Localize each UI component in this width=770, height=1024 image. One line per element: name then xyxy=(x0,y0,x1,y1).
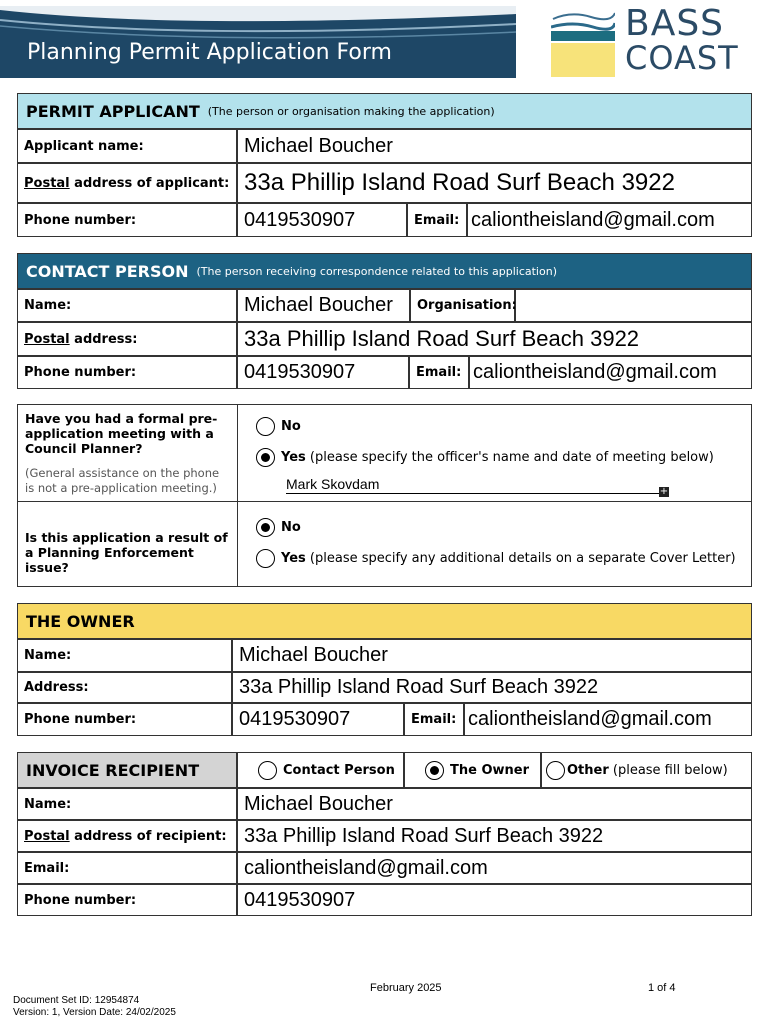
owner-email-field[interactable]: caliontheisland@gmail.com xyxy=(464,703,752,736)
enforcement-no-label: No xyxy=(281,520,301,535)
footer-version: Version: 1, Version Date: 24/02/2025 xyxy=(13,1007,176,1018)
logo-mark-icon xyxy=(551,5,615,77)
invoice-opt-contact-cell[interactable] xyxy=(237,752,404,788)
enforcement-yes-option[interactable] xyxy=(256,549,736,568)
invoice-name-label: Name: xyxy=(17,788,237,820)
contact-name-field[interactable]: Michael Boucher xyxy=(237,289,410,322)
applicant-name-field[interactable]: Michael Boucher xyxy=(237,129,752,163)
invoice-opt-owner-cell[interactable] xyxy=(404,752,541,788)
applicant-postal-label: Postal address of applicant: xyxy=(17,163,237,203)
invoice-postal-field[interactable]: 33a Phillip Island Road Surf Beach 3922 xyxy=(237,820,752,852)
form-title: Planning Permit Application Form xyxy=(27,40,392,65)
contact-email-label: Email: xyxy=(409,356,469,389)
applicant-email-label: Email: xyxy=(407,203,467,237)
invoice-owner-radio[interactable] xyxy=(425,761,444,780)
owner-header xyxy=(17,603,752,639)
invoice-name-field[interactable]: Michael Boucher xyxy=(237,788,752,820)
applicant-phone-field[interactable]: 0419530907 xyxy=(237,203,407,237)
enforcement-yes-label: Yes (please specify any additional details on a separate Cover Letter) xyxy=(281,551,736,566)
contact-person-heading-note: (The person receiving correspondence related to this application) xyxy=(196,264,557,278)
owner-name-label: Name: xyxy=(17,639,232,672)
footer-date: February 2025 xyxy=(370,982,442,994)
invoice-other-option[interactable] xyxy=(546,761,728,780)
owner-name-field[interactable]: Michael Boucher xyxy=(232,639,752,672)
invoice-email-label: Email: xyxy=(17,852,237,884)
premeeting-no-radio[interactable] xyxy=(256,417,275,436)
logo-text-bass: BASS xyxy=(625,3,725,44)
premeeting-note: (General assistance on the phone is not a pre-application meeting.) xyxy=(25,466,220,495)
applicant-name-label: Applicant name: xyxy=(17,129,237,163)
questions-divider-vertical xyxy=(237,404,238,587)
owner-address-field[interactable]: 33a Phillip Island Road Surf Beach 3922 xyxy=(232,672,752,703)
owner-heading: THE OWNER xyxy=(26,611,135,631)
footer-page-number: 1 of 4 xyxy=(648,982,676,994)
contact-postal-label: Postal address: xyxy=(17,322,237,356)
applicant-postal-field[interactable]: 33a Phillip Island Road Surf Beach 3922 xyxy=(237,163,752,203)
invoice-opt-other-cell[interactable] xyxy=(541,752,752,788)
contact-postal-field[interactable]: 33a Phillip Island Road Surf Beach 3922 xyxy=(237,322,752,356)
owner-address-label: Address: xyxy=(17,672,232,703)
premeeting-yes-option[interactable] xyxy=(256,448,714,467)
applicant-email-field[interactable]: caliontheisland@gmail.com xyxy=(467,203,752,237)
premeeting-yes-radio[interactable] xyxy=(256,448,275,467)
invoice-contact-radio[interactable] xyxy=(258,761,277,780)
enforcement-no-radio[interactable] xyxy=(256,518,275,537)
contact-phone-label: Phone number: xyxy=(17,356,237,389)
contact-person-heading: CONTACT PERSON xyxy=(26,261,189,281)
enforcement-no-option[interactable] xyxy=(256,518,301,537)
owner-phone-label: Phone number: xyxy=(17,703,232,736)
officer-name-field[interactable]: Mark Skovdam xyxy=(286,476,660,494)
contact-phone-field[interactable]: 0419530907 xyxy=(237,356,409,389)
add-field-icon[interactable]: + xyxy=(659,486,669,497)
permit-applicant-header xyxy=(17,93,752,129)
owner-phone-field[interactable]: 0419530907 xyxy=(232,703,404,736)
invoice-contact-label: Contact Person xyxy=(283,762,395,778)
enforcement-question: Is this application a result of a Planning Enforcement issue? xyxy=(25,530,228,575)
owner-email-label: Email: xyxy=(404,703,464,736)
permit-applicant-heading: PERMIT APPLICANT xyxy=(26,101,200,121)
applicant-phone-label: Phone number: xyxy=(17,203,237,237)
premeeting-no-label: No xyxy=(281,419,301,434)
invoice-heading: INVOICE RECIPIENT xyxy=(26,760,200,780)
contact-org-label: Organisation: xyxy=(410,289,515,322)
premeeting-yes-label: Yes (please specify the officer's name and date of meeting below) xyxy=(281,450,714,465)
contact-org-field[interactable] xyxy=(515,289,752,322)
contact-email-field[interactable]: caliontheisland@gmail.com xyxy=(469,356,752,389)
enforcement-yes-radio[interactable] xyxy=(256,549,275,568)
logo-text-coast: COAST xyxy=(625,39,739,77)
questions-divider-horizontal xyxy=(17,501,752,502)
bass-coast-logo xyxy=(551,5,741,79)
contact-person-header xyxy=(17,253,752,289)
invoice-other-label: Other (please fill below) xyxy=(567,762,728,778)
title-banner xyxy=(0,6,516,78)
invoice-contact-option[interactable] xyxy=(258,761,395,780)
premeeting-no-option[interactable] xyxy=(256,417,301,436)
invoice-email-field[interactable]: caliontheisland@gmail.com xyxy=(237,852,752,884)
invoice-postal-label: Postal address of recipient: xyxy=(17,820,237,852)
invoice-phone-label: Phone number: xyxy=(17,884,237,916)
invoice-owner-label: The Owner xyxy=(450,762,530,778)
invoice-phone-field[interactable]: 0419530907 xyxy=(237,884,752,916)
footer-document-set-id: Document Set ID: 12954874 xyxy=(13,995,140,1006)
invoice-header xyxy=(17,752,237,788)
contact-name-label: Name: xyxy=(17,289,237,322)
permit-applicant-heading-note: (The person or organisation making the application) xyxy=(207,104,495,118)
premeeting-question: Have you had a formal pre-application meeting with a Council Planner? xyxy=(25,411,218,456)
invoice-owner-option[interactable] xyxy=(425,761,529,780)
invoice-other-radio[interactable] xyxy=(546,761,565,780)
